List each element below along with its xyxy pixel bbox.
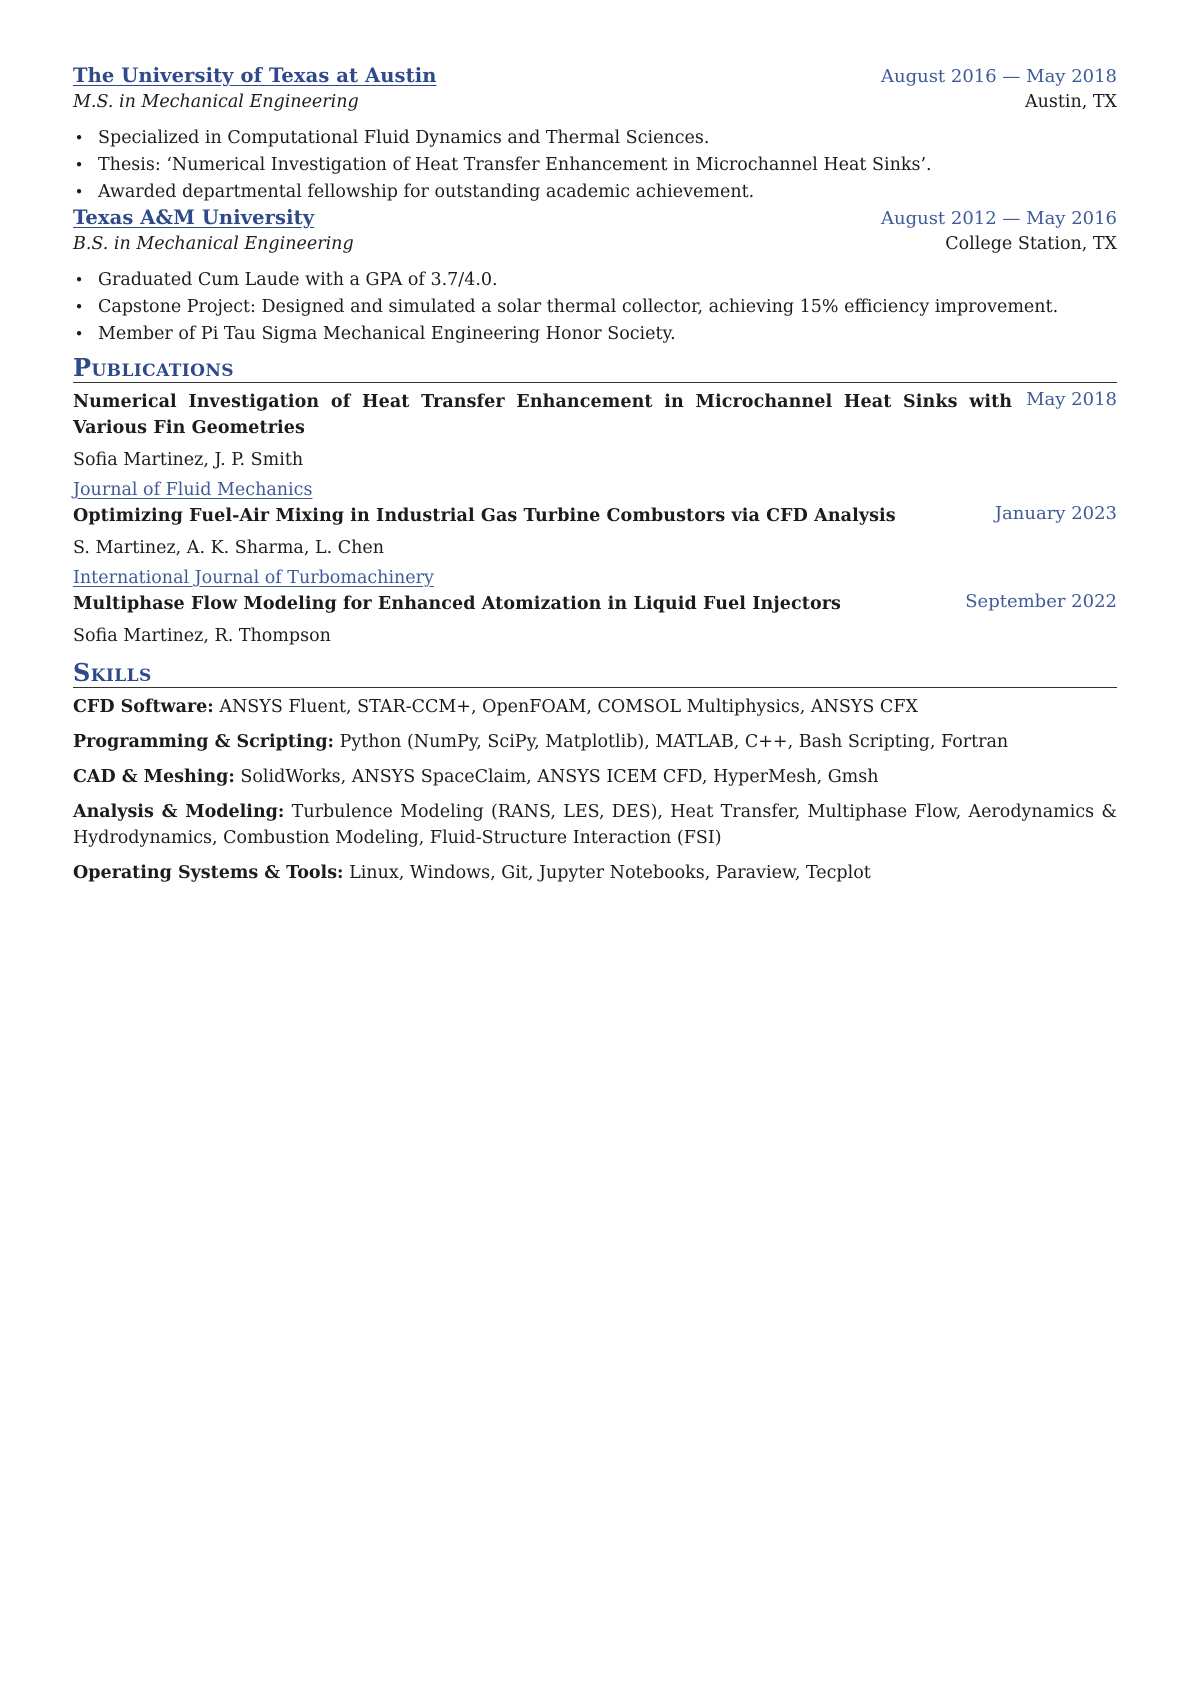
- section-header-skills: Skills: [73, 659, 1117, 688]
- education-location: Austin, TX: [1024, 92, 1117, 112]
- skill-value: Turbulence Modeling (RANS, LES, DES), Heat Transfer, Multiphase Flow, Aerodynamics & Hydrodynamics, Combustion Modeling, Fluid-Structure Interaction (FSI): [73, 802, 1117, 848]
- publication-journal-link[interactable]: International Journal of Turbomachinery: [73, 568, 434, 588]
- publication-entry: [73, 591, 1117, 649]
- skill-label: CFD Software:: [73, 697, 214, 717]
- skill-label: CAD & Meshing:: [73, 767, 235, 787]
- degree-title: M.S. in Mechanical Engineering: [73, 92, 359, 112]
- skill-line: [73, 694, 1117, 720]
- bullet-item: • Graduated Cum Laude with a GPA of 3.7/4.0.: [98, 267, 1117, 294]
- education-bullets: [73, 125, 1117, 206]
- education-degree-row: [73, 92, 1117, 112]
- education-header-row: [73, 64, 1117, 87]
- publication-title: Numerical Investigation of Heat Transfer Enhancement in Microchannel Heat Sinks with Various Fin Geometries: [73, 392, 1013, 438]
- publication-entry: [73, 389, 1117, 503]
- publication-authors: Sofia Martinez, J. P. Smith: [73, 450, 304, 470]
- skill-label: Analysis & Modeling:: [73, 802, 285, 822]
- bullet-item: • Specialized in Computational Fluid Dynamics and Thermal Sciences.: [98, 125, 1117, 152]
- skill-line: [73, 799, 1117, 851]
- skill-label: Programming & Scripting:: [73, 732, 335, 752]
- education-bullets: [73, 267, 1117, 348]
- education-entry: [73, 64, 1117, 206]
- education-header-row: [73, 206, 1117, 229]
- institution-link[interactable]: Texas A&M University: [73, 206, 315, 229]
- publication-date: May 2018: [1026, 389, 1117, 410]
- publication-authors: S. Martinez, A. K. Sharma, L. Chen: [73, 538, 385, 558]
- publication-date: September 2022: [965, 591, 1117, 612]
- publication-journal-link[interactable]: Journal of Fluid Mechanics: [73, 480, 313, 500]
- skill-line: [73, 860, 1117, 886]
- bullet-item: • Capstone Project: Designed and simulated a solar thermal collector, achieving 15% efficiency improvement.: [98, 294, 1117, 321]
- skill-value: SolidWorks, ANSYS SpaceClaim, ANSYS ICEM CFD, HyperMesh, Gmsh: [240, 767, 879, 787]
- bullet-item: • Thesis: ‘Numerical Investigation of Heat Transfer Enhancement in Microchannel Heat Sinks’.: [98, 152, 1117, 179]
- skill-label: Operating Systems & Tools:: [73, 863, 344, 883]
- education-dates: August 2016 — May 2018: [880, 66, 1117, 87]
- bullet-item: • Awarded departmental fellowship for outstanding academic achievement.: [98, 179, 1117, 206]
- skill-value: Python (NumPy, SciPy, Matplotlib), MATLAB, C++, Bash Scripting, Fortran: [339, 732, 1009, 752]
- publication-title-row: [73, 591, 1117, 617]
- publication-title: Optimizing Fuel-Air Mixing in Industrial Gas Turbine Combustors via CFD Analysis: [73, 506, 896, 526]
- skill-value: Linux, Windows, Git, Jupyter Notebooks, Paraview, Tecplot: [349, 863, 871, 883]
- bullet-item: • Member of Pi Tau Sigma Mechanical Engineering Honor Society.: [98, 321, 1117, 348]
- publication-entry: [73, 503, 1117, 591]
- degree-title: B.S. in Mechanical Engineering: [73, 234, 354, 254]
- skill-value: ANSYS Fluent, STAR-CCM+, OpenFOAM, COMSOL Multiphysics, ANSYS CFX: [219, 697, 918, 717]
- skill-line: [73, 764, 1117, 790]
- publication-title: Multiphase Flow Modeling for Enhanced Atomization in Liquid Fuel Injectors: [73, 594, 842, 614]
- publication-title-row: [73, 389, 1117, 441]
- institution-link[interactable]: The University of Texas at Austin: [73, 64, 437, 87]
- education-location: College Station, TX: [945, 234, 1117, 254]
- skill-line: [73, 729, 1117, 755]
- education-entry: [73, 206, 1117, 348]
- education-dates: August 2012 — May 2016: [880, 208, 1117, 229]
- education-degree-row: [73, 234, 1117, 254]
- publication-authors: Sofia Martinez, R. Thompson: [73, 626, 331, 646]
- publication-date: January 2023: [994, 503, 1117, 524]
- section-header-publications: Publications: [73, 354, 1117, 383]
- publication-title-row: [73, 503, 1117, 529]
